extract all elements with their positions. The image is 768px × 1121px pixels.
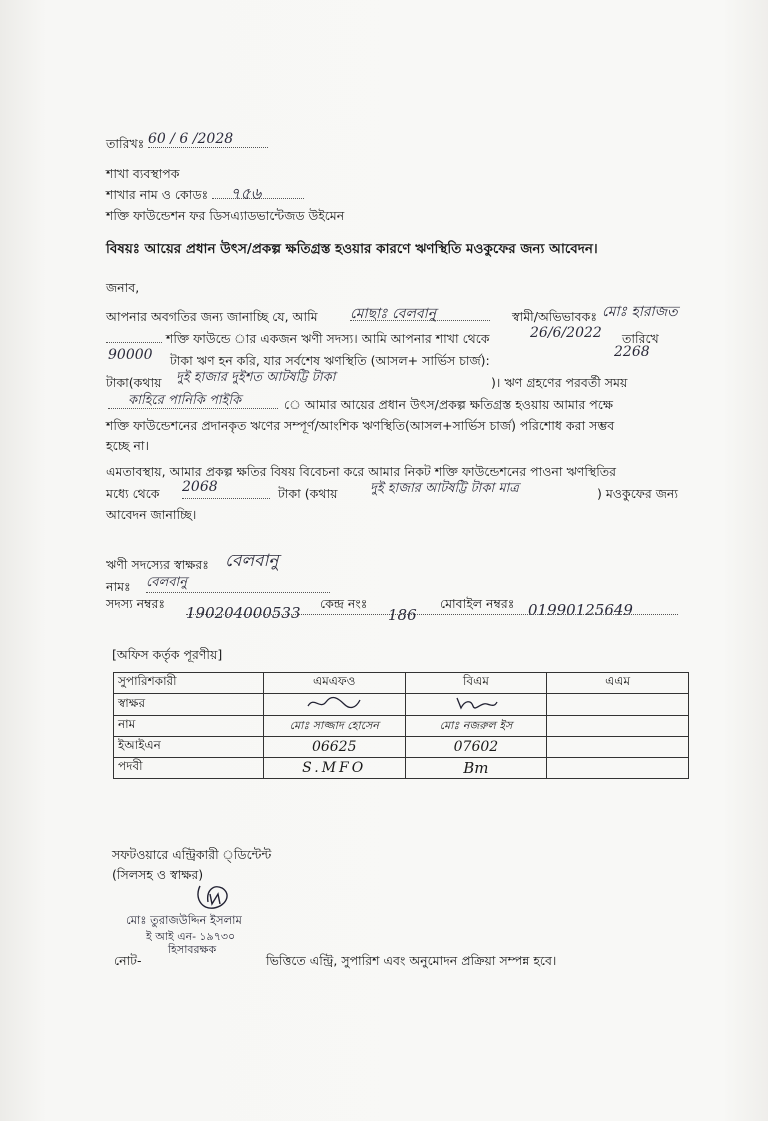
header-cell: এমএফও xyxy=(263,673,405,694)
mfo-designation: S.MFO xyxy=(263,758,405,779)
para2-e: আবেদন জানাচ্ছি। xyxy=(106,507,197,522)
para1-f: টাকা(কথায় xyxy=(106,375,162,390)
loan-date: 26/6/2022 xyxy=(530,325,602,341)
para1-e: টাকা ঋণ হন করি, যার সর্বশেষ ঋণস্থিতি (আসল+ সার্ভিস চার্জ): xyxy=(170,353,490,368)
balance-in-words: দুই হাজার দুইশত আটষট্টি টাকা xyxy=(176,370,336,385)
branch-label: শাখার নাম ও কোডঃ xyxy=(106,187,209,202)
table-row xyxy=(114,737,689,758)
para1-a: আপনার অবগতির জন্য জানাচ্ছি যে, আমি xyxy=(106,309,318,324)
entry-officer-label: সফটওয়ারে এন্ট্রিকারী ্ডিন্টেন্ট xyxy=(112,847,272,862)
organization-name: শক্তি ফাউন্ডেশন ফর ডিসএ্যাডভান্টেজড উইমেন xyxy=(106,208,345,223)
table-row xyxy=(114,694,689,716)
row-label: পদবী xyxy=(114,758,264,779)
header-cell: সুপারিশকারী xyxy=(114,673,264,694)
row-label: ইআইএন xyxy=(114,737,264,758)
bm-ein: 07602 xyxy=(405,737,547,758)
center-number: 186 xyxy=(388,606,417,624)
officer-signature-icon xyxy=(192,880,238,916)
para1-b: স্বামী/অভিভাবকঃ xyxy=(512,309,597,324)
addressee-title: শাখা ব্যবস্থাপক xyxy=(106,166,180,181)
para2-b: মধ্যে থেকে xyxy=(106,486,160,501)
borrower-signature-label: ঋণী সদস্যের স্বাক্ষরঃ xyxy=(106,557,209,572)
office-heading: [অফিস কর্তৃক পূরণীয়] xyxy=(112,647,223,662)
para1-h: ে আমার আয়ের প্রধান উৎস/প্রকল্প ক্ষতিগ্রস্ত হওয়ায় আমার পক্ষে xyxy=(284,397,613,412)
bm-signature xyxy=(405,694,547,716)
waiver-in-words: দুই হাজার আটষট্টি টাকা মাত্র xyxy=(370,481,519,496)
header-cell: বিএম xyxy=(405,673,547,694)
para2-c: টাকা (কথায় xyxy=(278,486,338,501)
bm-designation: Bm xyxy=(405,758,547,779)
seal-ein: ই আই এন- ১৯৭৩০ xyxy=(146,930,236,943)
borrower-name-label: নামঃ xyxy=(106,579,131,594)
office-table xyxy=(113,672,689,779)
row-label: স্বাক্ষর xyxy=(114,694,264,716)
para1-j: হচ্ছে না। xyxy=(106,438,149,453)
note-prefix: নোট- xyxy=(114,953,142,968)
para1-i: শক্তি ফাউন্ডেশনের প্রদানকৃত ঋণের সম্পূর্ণ/আংশিক ঋণস্থিতি(আসল+সার্ভিস চার্জ) পরিশোধ করা সম্ভব xyxy=(106,418,615,433)
borrower-name: বেলবানু xyxy=(146,575,187,590)
loan-balance: 2268 xyxy=(614,344,650,360)
applicant-name: মোছাঃ বেলবানু xyxy=(350,306,437,322)
damage-cause: কাহিরে পানিকি পাইকি xyxy=(128,393,242,408)
note-text: ভিত্তিতে এন্ট্রি, সুপারিশ এবং অনুমোদন প্রক্রিয়া সম্পন্ন হবে। xyxy=(266,953,557,968)
para2-a: এমতাবস্থায়, আমার প্রকল্প ক্ষতির বিষয় বিবেচনা করে আমার নিকট শক্তি ফাউন্ডেশনের পাওনা ঋণস্থিতির xyxy=(106,464,617,479)
guardian-name: মোঃ হারাজত xyxy=(602,304,678,320)
mfo-name: মোঃ সাজ্জাদ হোসেন xyxy=(263,716,405,737)
waiver-amount: 2068 xyxy=(182,479,218,495)
member-number: 190204000533 xyxy=(186,604,301,622)
salutation: জনাব, xyxy=(106,280,140,295)
seal-signature-note: (সিলসহ ও স্বাক্ষর) xyxy=(112,867,204,882)
para1-d: তারিখে xyxy=(622,331,659,346)
subject: বিষয়ঃ আয়ের প্রধান উৎস/প্রকল্প ক্ষতিগ্রস্ত হওয়ার কারণে ঋণস্থিতি মওকুফের জন্য আবেদন। xyxy=(106,241,598,257)
header-cell: এএম xyxy=(547,673,689,694)
mfo-ein: 06625 xyxy=(263,737,405,758)
branch-line xyxy=(106,187,304,203)
para1-g: )। ঋণ গ্রহণের পরবর্তী সময় xyxy=(491,375,628,390)
para2-d: ) মওকুফের জন্য xyxy=(597,486,679,501)
mobile-label: মোবাইল নম্বরঃ xyxy=(440,596,515,611)
seal-title: হিসাবরক্ষক xyxy=(168,943,217,956)
mfo-signature xyxy=(263,694,405,716)
center-number-label: কেন্দ্র নংঃ xyxy=(320,596,368,611)
date-label: তারিখঃ xyxy=(106,136,145,151)
table-header-row xyxy=(114,673,689,694)
date-value: 60 / 6 /2028 xyxy=(148,131,234,147)
bm-name: মোঃ নজরুল ইস xyxy=(405,716,547,737)
para1-c: শক্তি ফাউন্ডে ার একজন ঋণী সদস্য। আমি আপনার শাখা থেকে xyxy=(166,331,490,346)
borrower-signature: বেলবানু xyxy=(225,551,279,571)
loan-amount: 90000 xyxy=(108,347,153,363)
branch-code: ৭৫৬ xyxy=(230,184,262,203)
member-number-label: সদস্য নম্বরঃ xyxy=(106,596,166,611)
row-label: নাম xyxy=(114,716,264,737)
signature-scribble-icon xyxy=(451,694,501,712)
mobile-number: 01990125649 xyxy=(528,601,633,619)
table-row xyxy=(114,758,689,779)
signature-scribble-icon xyxy=(304,694,364,712)
table-row xyxy=(114,716,689,737)
seal-name: মোঃ তুরাজউদ্দিন ইসলাম xyxy=(126,913,242,927)
